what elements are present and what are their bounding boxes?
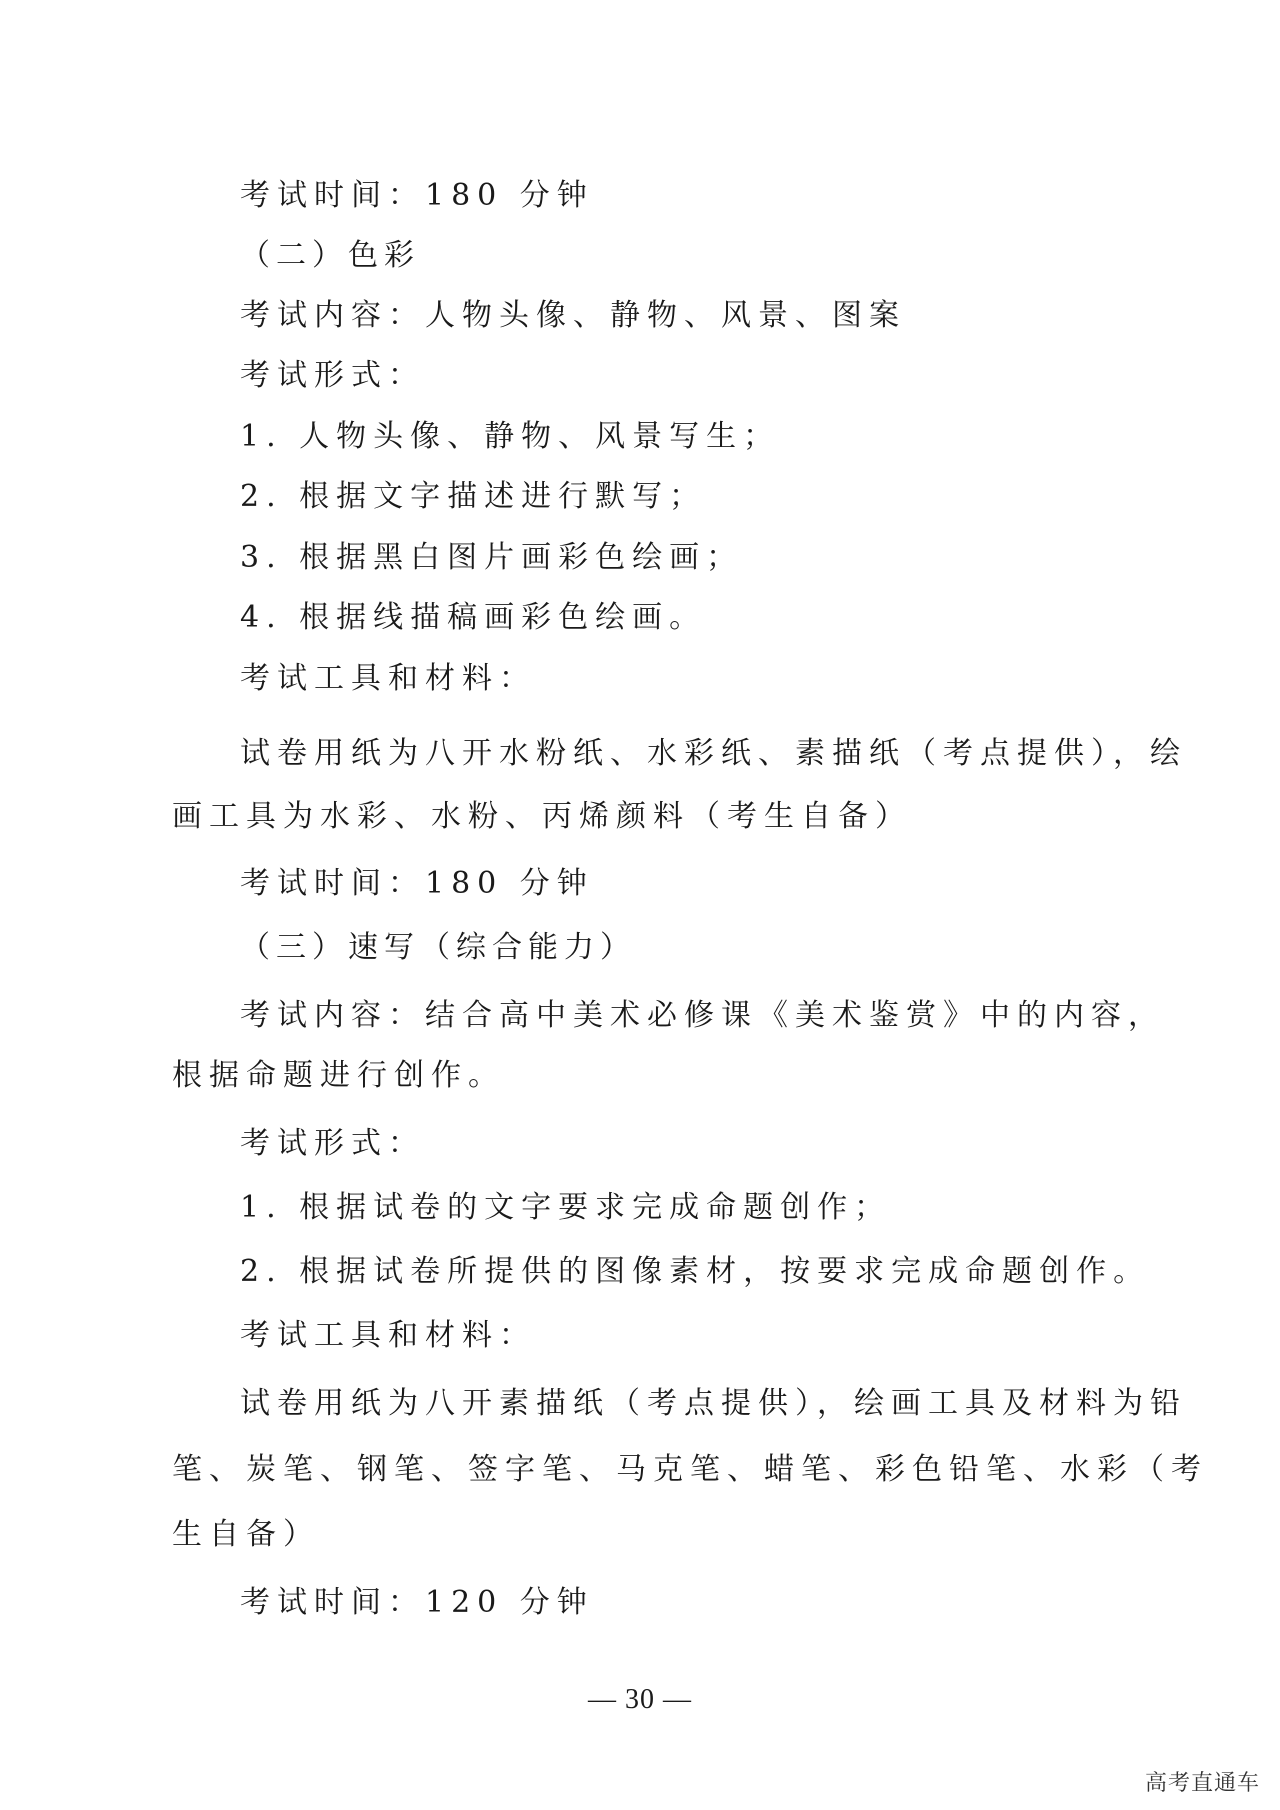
- format-item-1: 1. 根据试卷的文字要求完成命题创作；: [240, 1190, 892, 1225]
- tools-paragraph-line-1: 试卷用纸为八开水粉纸、水彩纸、素描纸（考点提供），绘: [240, 736, 1187, 771]
- tools-paragraph-line-2: 画工具为水彩、水粉、丙烯颜料（考生自备）: [172, 799, 912, 834]
- format-item-2: 2. 根据试卷所提供的图像素材，按要求完成命题创作。: [240, 1254, 1151, 1289]
- tools-paragraph-line-2: 笔、炭笔、钢笔、签字笔、马克笔、蜡笔、彩色铅笔、水彩（考: [172, 1452, 1208, 1487]
- format-item-1: 1. 人物头像、静物、风景写生；: [240, 419, 781, 454]
- exam-content-line-2: 根据命题进行创作。: [172, 1058, 505, 1093]
- exam-content-line-1: 考试内容：结合高中美术必修课《美术鉴赏》中的内容，: [240, 998, 1165, 1033]
- section-heading-color: （二）色彩: [240, 238, 420, 273]
- exam-format-heading: 考试形式：: [240, 358, 425, 393]
- exam-time-line: 考试时间：120 分钟: [240, 1585, 594, 1620]
- exam-time-line: 考试时间：180 分钟: [240, 866, 594, 901]
- tools-heading: 考试工具和材料：: [240, 661, 536, 696]
- tools-paragraph-line-3: 生自备）: [172, 1517, 320, 1552]
- format-item-3: 3. 根据黑白图片画彩色绘画；: [240, 540, 744, 575]
- page-number: — 30 —: [588, 1684, 692, 1715]
- exam-format-heading: 考试形式：: [240, 1126, 425, 1161]
- format-item-2: 2. 根据文字描述进行默写；: [240, 479, 707, 514]
- tools-heading: 考试工具和材料：: [240, 1318, 536, 1353]
- exam-content-line: 考试内容：人物头像、静物、风景、图案: [240, 298, 906, 333]
- section-heading-sketch: （三）速写（综合能力）: [240, 930, 636, 965]
- format-item-4: 4. 根据线描稿画彩色绘画。: [240, 600, 707, 635]
- exam-time-line: 考试时间：180 分钟: [240, 178, 594, 213]
- tools-paragraph-line-1: 试卷用纸为八开素描纸（考点提供），绘画工具及材料为铅: [240, 1386, 1187, 1421]
- watermark-text: 高考直通车: [1144, 1771, 1260, 1796]
